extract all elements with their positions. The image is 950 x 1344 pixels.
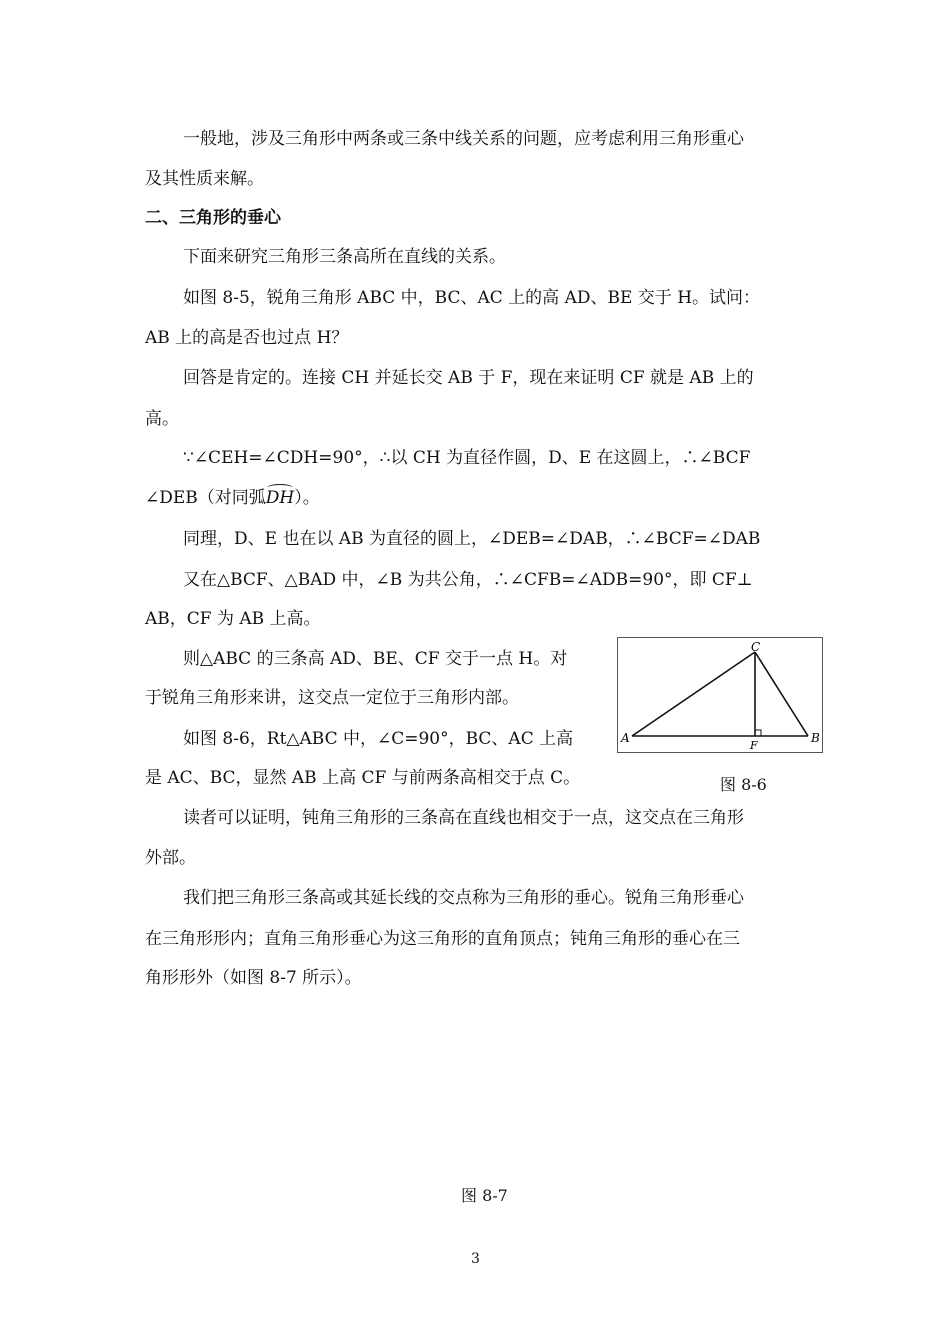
paragraph-intro: 下面来研究三角形三条高所在直线的关系。 <box>183 247 506 267</box>
right-angle-marker <box>755 730 761 736</box>
definition-line1: 我们把三角形三条高或其延长线的交点称为三角形的垂心。锐角三角形垂心 <box>183 888 744 908</box>
conclusion-line2: 于锐角三角形来讲，这交点一定位于三角形内部。 <box>145 688 519 708</box>
vertex-label-b: B <box>811 731 820 745</box>
paragraph-question-line1: 如图 8-5，锐角三角形 ABC 中，BC、AC 上的高 AD、BE 交于 H。试问： <box>183 288 761 308</box>
proof-line5: AB，CF 为 AB 上高。 <box>145 609 321 629</box>
proof-line2-prefix: ∠DEB（对同弧 <box>145 488 266 508</box>
definition-line3: 角形形外（如图 8-7 所示）。 <box>145 968 362 988</box>
figure-8-6 <box>617 637 823 753</box>
right-triangle-line2: 是 AC、BC，显然 AB 上高 CF 与前两条高相交于点 C。 <box>145 768 581 788</box>
paragraph-question-line2: AB 上的高是否也过点 H？ <box>145 328 349 348</box>
obtuse-line1: 读者可以证明，钝角三角形的三条高在直线也相交于一点，这交点在三角形 <box>183 808 744 828</box>
conclusion-line1: 则△ABC 的三条高 AD、BE、CF 交于一点 H。对 <box>183 649 568 669</box>
section-heading-orthocenter: 二、三角形的垂心 <box>145 208 281 228</box>
proof-line1: ∵∠CEH=∠CDH=90°，∴以 CH 为直径作圆，D、E 在这圆上，∴∠BCF <box>183 448 751 468</box>
arc-dh: DH <box>265 488 295 508</box>
right-triangle-line1: 如图 8-6，Rt△ABC 中，∠C=90°，BC、AC 上高 <box>183 729 574 749</box>
paragraph-centroid-line2: 及其性质来解。 <box>145 169 264 189</box>
figure-8-6-caption: 图 8-6 <box>720 775 767 794</box>
page-number: 3 <box>471 1251 480 1267</box>
side-cb <box>755 652 808 736</box>
figure-8-7-caption: 图 8-7 <box>461 1186 508 1205</box>
obtuse-line2: 外部。 <box>145 848 196 868</box>
triangle-diagram <box>618 638 822 752</box>
proof-line2-suffix: ）。 <box>294 488 320 508</box>
vertex-label-a: A <box>621 731 630 745</box>
paragraph-answer-line1: 回答是肯定的。连接 CH 并延长交 AB 于 F，现在来证明 CF 就是 AB 上的 <box>183 368 754 388</box>
proof-line3: 同理，D、E 也在以 AB 为直径的圆上，∠DEB=∠DAB，∴∠BCF=∠DAB <box>183 529 761 549</box>
definition-line2: 在三角形形内；直角三角形垂心为这三角形的直角顶点；钝角三角形的垂心在三 <box>145 929 740 949</box>
foot-label-f: F <box>750 739 758 752</box>
paragraph-answer-line2: 高。 <box>145 409 179 429</box>
paragraph-centroid-line1: 一般地，涉及三角形中两条或三条中线关系的问题，应考虑利用三角形重心 <box>183 129 744 149</box>
proof-line2 <box>145 487 320 509</box>
proof-line4: 又在△BCF、△BAD 中，∠B 为共公角，∴∠CFB=∠ADB=90°，即 CF⊥ <box>183 570 753 590</box>
side-ac <box>632 652 755 736</box>
vertex-label-c: C <box>751 640 761 654</box>
